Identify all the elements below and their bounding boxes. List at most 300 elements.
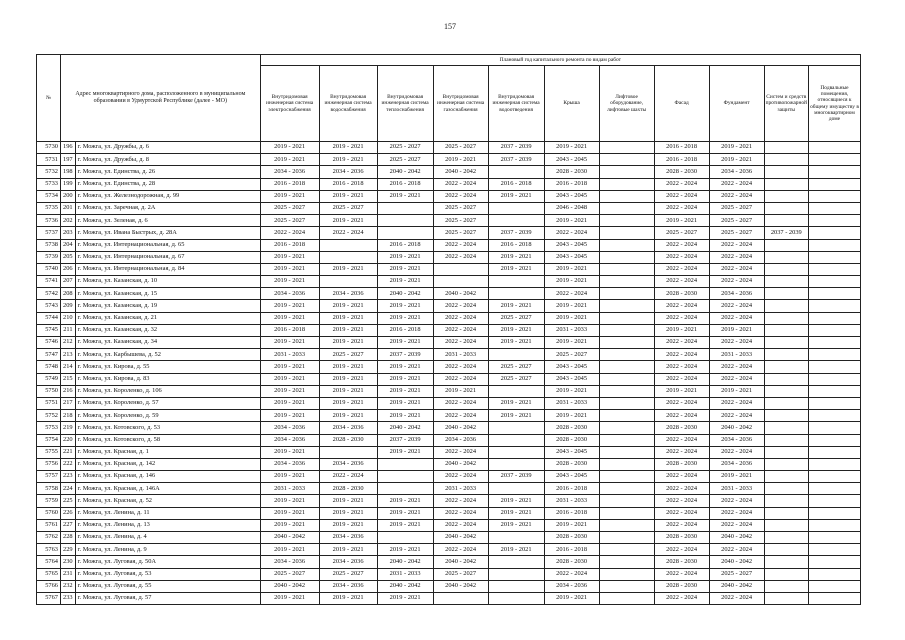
row-period-cell bbox=[599, 532, 654, 544]
row-period-cell: 2028 - 2030 bbox=[654, 532, 709, 544]
row-address: г. Можга, ул. Ленина, д. 11 bbox=[75, 507, 260, 519]
row-period-cell bbox=[764, 410, 808, 422]
table-row bbox=[37, 276, 861, 288]
table-row bbox=[37, 166, 861, 178]
row-period-cell: 2019 - 2021 bbox=[260, 397, 319, 409]
row-period-cell bbox=[764, 507, 808, 519]
row-period-cell bbox=[808, 166, 860, 178]
row-number: 5736 bbox=[37, 215, 61, 227]
row-period-cell bbox=[599, 324, 654, 336]
row-position: 206 bbox=[61, 263, 76, 275]
row-period-cell bbox=[377, 471, 433, 483]
row-period-cell: 2016 - 2018 bbox=[544, 507, 599, 519]
row-period-cell bbox=[599, 276, 654, 288]
row-period-cell: 2019 - 2021 bbox=[654, 215, 709, 227]
row-period-cell: 2025 - 2027 bbox=[433, 202, 488, 214]
row-period-cell: 2019 - 2021 bbox=[544, 410, 599, 422]
row-period-cell bbox=[599, 263, 654, 275]
row-period-cell: 2028 - 2030 bbox=[654, 288, 709, 300]
row-period-cell: 2019 - 2021 bbox=[488, 495, 544, 507]
row-period-cell: 2016 - 2018 bbox=[260, 324, 319, 336]
row-period-cell: 2019 - 2021 bbox=[377, 446, 433, 458]
row-period-cell bbox=[599, 373, 654, 385]
row-period-cell: 2025 - 2027 bbox=[319, 202, 377, 214]
row-period-cell bbox=[808, 239, 860, 251]
row-number: 5751 bbox=[37, 397, 61, 409]
row-number: 5743 bbox=[37, 300, 61, 312]
row-period-cell: 2034 - 2036 bbox=[319, 422, 377, 434]
table-row bbox=[37, 592, 861, 604]
row-period-cell: 2022 - 2024 bbox=[433, 397, 488, 409]
row-period-cell: 2034 - 2036 bbox=[260, 458, 319, 470]
row-period-cell: 2019 - 2021 bbox=[260, 190, 319, 202]
row-position: 198 bbox=[61, 166, 76, 178]
row-period-cell: 2025 - 2027 bbox=[377, 142, 433, 154]
row-position: 219 bbox=[61, 422, 76, 434]
row-number: 5757 bbox=[37, 471, 61, 483]
header-work-elevator: Лифтовое оборудование, лифтовые шахты bbox=[599, 66, 654, 142]
row-period-cell: 2019 - 2021 bbox=[260, 495, 319, 507]
row-position: 230 bbox=[61, 556, 76, 568]
row-period-cell: 2037 - 2039 bbox=[488, 227, 544, 239]
row-period-cell: 2019 - 2021 bbox=[319, 324, 377, 336]
row-number: 5738 bbox=[37, 239, 61, 251]
repair-schedule-table bbox=[36, 54, 861, 605]
table-row bbox=[37, 251, 861, 263]
row-address: г. Можга, ул. Ленина, д. 9 bbox=[75, 544, 260, 556]
row-position: 225 bbox=[61, 495, 76, 507]
row-period-cell: 2019 - 2021 bbox=[319, 215, 377, 227]
row-period-cell: 2016 - 2018 bbox=[377, 324, 433, 336]
row-period-cell: 2040 - 2042 bbox=[709, 422, 764, 434]
row-period-cell bbox=[488, 349, 544, 361]
row-period-cell: 2040 - 2042 bbox=[377, 556, 433, 568]
row-period-cell bbox=[599, 410, 654, 422]
table-row bbox=[37, 422, 861, 434]
row-period-cell: 2025 - 2027 bbox=[319, 568, 377, 580]
row-period-cell: 2040 - 2042 bbox=[433, 580, 488, 592]
table-row bbox=[37, 385, 861, 397]
row-address: г. Можга, ул. Зеленая, д. 6 bbox=[75, 215, 260, 227]
row-period-cell bbox=[488, 202, 544, 214]
row-period-cell bbox=[764, 361, 808, 373]
row-period-cell: 2040 - 2042 bbox=[433, 166, 488, 178]
row-period-cell: 2025 - 2027 bbox=[544, 349, 599, 361]
row-address: г. Можга, ул. Единства, д. 26 bbox=[75, 166, 260, 178]
table-row bbox=[37, 434, 861, 446]
header-work-facade: Фасад bbox=[654, 66, 709, 142]
row-period-cell bbox=[599, 202, 654, 214]
row-number: 5748 bbox=[37, 361, 61, 373]
row-period-cell: 2022 - 2024 bbox=[654, 446, 709, 458]
row-period-cell: 2019 - 2021 bbox=[544, 276, 599, 288]
row-period-cell bbox=[764, 178, 808, 190]
row-period-cell: 2016 - 2018 bbox=[654, 142, 709, 154]
row-period-cell bbox=[599, 580, 654, 592]
row-period-cell bbox=[488, 166, 544, 178]
row-position: 197 bbox=[61, 154, 76, 166]
row-period-cell: 2022 - 2024 bbox=[654, 410, 709, 422]
row-period-cell: 2019 - 2021 bbox=[260, 592, 319, 604]
row-number: 5740 bbox=[37, 263, 61, 275]
row-period-cell: 2019 - 2021 bbox=[319, 507, 377, 519]
row-period-cell: 2022 - 2024 bbox=[709, 592, 764, 604]
row-position: 211 bbox=[61, 324, 76, 336]
row-period-cell: 2034 - 2036 bbox=[260, 288, 319, 300]
row-period-cell bbox=[764, 202, 808, 214]
row-period-cell: 2019 - 2021 bbox=[319, 263, 377, 275]
row-period-cell bbox=[764, 324, 808, 336]
row-period-cell bbox=[599, 446, 654, 458]
row-period-cell bbox=[764, 190, 808, 202]
row-period-cell: 2019 - 2021 bbox=[319, 397, 377, 409]
table-row bbox=[37, 532, 861, 544]
row-period-cell: 2022 - 2024 bbox=[433, 471, 488, 483]
row-period-cell: 2019 - 2021 bbox=[260, 251, 319, 263]
row-period-cell: 2019 - 2021 bbox=[488, 251, 544, 263]
table-row bbox=[37, 337, 861, 349]
row-period-cell: 2022 - 2024 bbox=[433, 300, 488, 312]
row-period-cell bbox=[599, 458, 654, 470]
row-period-cell: 2019 - 2021 bbox=[319, 385, 377, 397]
row-period-cell: 2022 - 2024 bbox=[709, 446, 764, 458]
row-number: 5745 bbox=[37, 324, 61, 336]
row-period-cell bbox=[764, 592, 808, 604]
row-address: г. Можга, ул. Луговая, д. 53 bbox=[75, 568, 260, 580]
row-period-cell bbox=[764, 251, 808, 263]
row-position: 229 bbox=[61, 544, 76, 556]
row-period-cell bbox=[599, 178, 654, 190]
row-period-cell: 2028 - 2030 bbox=[654, 580, 709, 592]
row-period-cell: 2022 - 2024 bbox=[433, 410, 488, 422]
row-number: 5752 bbox=[37, 410, 61, 422]
row-period-cell bbox=[764, 483, 808, 495]
row-period-cell bbox=[808, 446, 860, 458]
row-period-cell: 2019 - 2021 bbox=[377, 373, 433, 385]
row-period-cell bbox=[764, 385, 808, 397]
row-period-cell: 2019 - 2021 bbox=[488, 190, 544, 202]
row-position: 227 bbox=[61, 519, 76, 531]
row-address: г. Можга, ул. Казанская, д. 19 bbox=[75, 300, 260, 312]
row-period-cell: 2019 - 2021 bbox=[377, 544, 433, 556]
table-row bbox=[37, 361, 861, 373]
row-period-cell bbox=[808, 507, 860, 519]
row-period-cell: 2022 - 2024 bbox=[433, 239, 488, 251]
header-planned-period: Плановый год капитального ремонта по видам работ bbox=[260, 55, 860, 66]
row-period-cell bbox=[764, 434, 808, 446]
row-period-cell: 2028 - 2030 bbox=[654, 166, 709, 178]
row-period-cell: 2019 - 2021 bbox=[319, 544, 377, 556]
row-period-cell: 2022 - 2024 bbox=[433, 190, 488, 202]
row-period-cell: 2025 - 2027 bbox=[319, 349, 377, 361]
row-period-cell bbox=[764, 300, 808, 312]
row-period-cell: 2022 - 2024 bbox=[709, 337, 764, 349]
row-position: 215 bbox=[61, 373, 76, 385]
row-period-cell bbox=[488, 532, 544, 544]
row-period-cell: 2019 - 2021 bbox=[377, 312, 433, 324]
row-period-cell: 2019 - 2021 bbox=[433, 154, 488, 166]
row-address: г. Можга, ул. Луговая, д. 57 bbox=[75, 592, 260, 604]
row-period-cell: 2040 - 2042 bbox=[433, 532, 488, 544]
row-number: 5765 bbox=[37, 568, 61, 580]
row-address: г. Можга, ул. Короленко, д. 57 bbox=[75, 397, 260, 409]
row-period-cell: 2022 - 2024 bbox=[709, 178, 764, 190]
row-period-cell: 2019 - 2021 bbox=[377, 337, 433, 349]
row-period-cell bbox=[764, 397, 808, 409]
row-address: г. Можга, ул. Дружбы, д. 8 bbox=[75, 154, 260, 166]
row-period-cell: 2040 - 2042 bbox=[433, 458, 488, 470]
table-row bbox=[37, 288, 861, 300]
row-period-cell bbox=[764, 532, 808, 544]
row-period-cell: 2037 - 2039 bbox=[377, 349, 433, 361]
table-row bbox=[37, 202, 861, 214]
row-period-cell: 2022 - 2024 bbox=[433, 178, 488, 190]
row-period-cell: 2019 - 2021 bbox=[319, 410, 377, 422]
table-row bbox=[37, 154, 861, 166]
row-period-cell: 2028 - 2030 bbox=[544, 532, 599, 544]
row-period-cell bbox=[808, 215, 860, 227]
row-address: г. Можга, ул. Котовского, д. 53 bbox=[75, 422, 260, 434]
row-period-cell: 2025 - 2027 bbox=[377, 154, 433, 166]
row-number: 5732 bbox=[37, 166, 61, 178]
row-address: г. Можга, ул. Заречная, д. 2А bbox=[75, 202, 260, 214]
row-address: г. Можга, ул. Казанская, д. 21 bbox=[75, 312, 260, 324]
row-period-cell: 2019 - 2021 bbox=[488, 519, 544, 531]
row-period-cell bbox=[764, 312, 808, 324]
row-period-cell: 2034 - 2036 bbox=[319, 580, 377, 592]
row-period-cell: 2040 - 2042 bbox=[377, 166, 433, 178]
row-period-cell: 2022 - 2024 bbox=[433, 324, 488, 336]
row-period-cell: 2022 - 2024 bbox=[654, 276, 709, 288]
row-period-cell: 2019 - 2021 bbox=[319, 495, 377, 507]
row-period-cell bbox=[599, 544, 654, 556]
row-number: 5744 bbox=[37, 312, 61, 324]
row-period-cell: 2019 - 2021 bbox=[260, 373, 319, 385]
table-row bbox=[37, 483, 861, 495]
row-period-cell bbox=[488, 215, 544, 227]
row-period-cell: 2019 - 2021 bbox=[260, 507, 319, 519]
row-period-cell bbox=[808, 471, 860, 483]
row-period-cell: 2019 - 2021 bbox=[260, 263, 319, 275]
row-period-cell: 2019 - 2021 bbox=[260, 410, 319, 422]
row-period-cell: 2034 - 2036 bbox=[260, 166, 319, 178]
row-period-cell: 2028 - 2030 bbox=[319, 483, 377, 495]
row-period-cell: 2022 - 2024 bbox=[544, 568, 599, 580]
row-period-cell bbox=[488, 592, 544, 604]
table-row bbox=[37, 544, 861, 556]
row-period-cell: 2025 - 2027 bbox=[433, 142, 488, 154]
row-period-cell: 2043 - 2045 bbox=[544, 251, 599, 263]
row-period-cell bbox=[764, 154, 808, 166]
row-period-cell: 2022 - 2024 bbox=[654, 178, 709, 190]
row-period-cell: 2037 - 2039 bbox=[488, 142, 544, 154]
row-number: 5759 bbox=[37, 495, 61, 507]
row-period-cell: 2022 - 2024 bbox=[319, 471, 377, 483]
row-period-cell: 2019 - 2021 bbox=[260, 300, 319, 312]
table-row bbox=[37, 312, 861, 324]
row-period-cell: 2022 - 2024 bbox=[433, 251, 488, 263]
header-address: Адрес многоквартирного дома, расположенного в муниципальном образовании в Удмуртской Республике (далее - МО) bbox=[61, 55, 261, 142]
row-period-cell: 2040 - 2042 bbox=[377, 288, 433, 300]
row-period-cell: 2019 - 2021 bbox=[260, 312, 319, 324]
row-period-cell: 2022 - 2024 bbox=[709, 507, 764, 519]
row-period-cell bbox=[808, 532, 860, 544]
row-period-cell: 2019 - 2021 bbox=[654, 324, 709, 336]
row-period-cell: 2031 - 2033 bbox=[709, 349, 764, 361]
row-period-cell: 2034 - 2036 bbox=[433, 434, 488, 446]
row-address: г. Можга, ул. Карбышева, д. 52 bbox=[75, 349, 260, 361]
row-period-cell: 2043 - 2045 bbox=[544, 361, 599, 373]
row-period-cell: 2022 - 2024 bbox=[709, 519, 764, 531]
row-period-cell: 2022 - 2024 bbox=[654, 251, 709, 263]
row-address: г. Можга, ул. Красная, д. 146 bbox=[75, 471, 260, 483]
row-period-cell: 2019 - 2021 bbox=[319, 337, 377, 349]
row-period-cell: 2019 - 2021 bbox=[377, 276, 433, 288]
row-period-cell: 2028 - 2030 bbox=[544, 556, 599, 568]
row-period-cell bbox=[764, 276, 808, 288]
row-address: г. Можга, ул. Кирова, д. 55 bbox=[75, 361, 260, 373]
row-period-cell: 2031 - 2033 bbox=[544, 397, 599, 409]
row-period-cell bbox=[599, 154, 654, 166]
row-period-cell: 2034 - 2036 bbox=[319, 166, 377, 178]
row-period-cell bbox=[808, 373, 860, 385]
row-period-cell: 2034 - 2036 bbox=[260, 434, 319, 446]
row-position: 233 bbox=[61, 592, 76, 604]
table-row bbox=[37, 324, 861, 336]
row-number: 5746 bbox=[37, 337, 61, 349]
row-period-cell: 2019 - 2021 bbox=[544, 592, 599, 604]
row-period-cell bbox=[808, 519, 860, 531]
row-period-cell: 2019 - 2021 bbox=[544, 263, 599, 275]
row-period-cell: 2022 - 2024 bbox=[654, 519, 709, 531]
row-period-cell bbox=[764, 544, 808, 556]
row-period-cell: 2016 - 2018 bbox=[544, 483, 599, 495]
row-period-cell: 2022 - 2024 bbox=[709, 190, 764, 202]
table-row bbox=[37, 446, 861, 458]
row-position: 204 bbox=[61, 239, 76, 251]
row-period-cell: 2022 - 2024 bbox=[654, 483, 709, 495]
table-row bbox=[37, 178, 861, 190]
row-period-cell bbox=[764, 373, 808, 385]
row-address: г. Можга, ул. Красная, д. 1 bbox=[75, 446, 260, 458]
row-period-cell bbox=[808, 312, 860, 324]
row-period-cell: 2022 - 2024 bbox=[654, 239, 709, 251]
row-position: 207 bbox=[61, 276, 76, 288]
row-period-cell bbox=[808, 422, 860, 434]
row-period-cell: 2028 - 2030 bbox=[319, 434, 377, 446]
header-work-gas: Внутридомовая инженерная система газоснабжения bbox=[433, 66, 488, 142]
row-period-cell: 2022 - 2024 bbox=[433, 361, 488, 373]
row-address: г. Можга, ул. Луговая, д. 50А bbox=[75, 556, 260, 568]
row-period-cell bbox=[599, 385, 654, 397]
header-work-roof: Крыша bbox=[544, 66, 599, 142]
row-position: 232 bbox=[61, 580, 76, 592]
row-period-cell: 2019 - 2021 bbox=[488, 324, 544, 336]
row-period-cell: 2040 - 2042 bbox=[260, 532, 319, 544]
row-period-cell: 2028 - 2030 bbox=[544, 166, 599, 178]
row-period-cell bbox=[488, 458, 544, 470]
row-address: г. Можга, ул. Ленина, д. 4 bbox=[75, 532, 260, 544]
row-period-cell: 2022 - 2024 bbox=[654, 568, 709, 580]
row-period-cell: 2022 - 2024 bbox=[654, 361, 709, 373]
row-period-cell bbox=[764, 337, 808, 349]
row-period-cell: 2019 - 2021 bbox=[488, 263, 544, 275]
row-period-cell bbox=[599, 349, 654, 361]
row-period-cell bbox=[764, 239, 808, 251]
row-period-cell: 2019 - 2021 bbox=[260, 471, 319, 483]
row-number: 5766 bbox=[37, 580, 61, 592]
row-period-cell: 2022 - 2024 bbox=[544, 288, 599, 300]
row-period-cell: 2019 - 2021 bbox=[319, 373, 377, 385]
row-number: 5733 bbox=[37, 178, 61, 190]
row-position: 218 bbox=[61, 410, 76, 422]
row-number: 5762 bbox=[37, 532, 61, 544]
row-period-cell bbox=[599, 142, 654, 154]
row-position: 231 bbox=[61, 568, 76, 580]
row-period-cell: 2043 - 2045 bbox=[544, 154, 599, 166]
row-period-cell bbox=[599, 422, 654, 434]
row-period-cell: 2016 - 2018 bbox=[377, 178, 433, 190]
row-period-cell: 2019 - 2021 bbox=[377, 190, 433, 202]
row-period-cell: 2019 - 2021 bbox=[654, 385, 709, 397]
row-period-cell: 2037 - 2039 bbox=[377, 434, 433, 446]
row-period-cell: 2034 - 2036 bbox=[709, 288, 764, 300]
row-period-cell bbox=[808, 568, 860, 580]
row-period-cell: 2025 - 2027 bbox=[709, 215, 764, 227]
row-period-cell bbox=[808, 397, 860, 409]
row-period-cell bbox=[488, 422, 544, 434]
row-period-cell: 2019 - 2021 bbox=[544, 519, 599, 531]
row-period-cell bbox=[599, 300, 654, 312]
row-period-cell: 2028 - 2030 bbox=[544, 458, 599, 470]
row-period-cell bbox=[808, 202, 860, 214]
row-number: 5761 bbox=[37, 519, 61, 531]
row-period-cell: 2019 - 2021 bbox=[709, 324, 764, 336]
row-address: г. Можга, ул. Казанская, д. 15 bbox=[75, 288, 260, 300]
row-address: г. Можга, ул. Железнодорожная, д. 99 bbox=[75, 190, 260, 202]
row-period-cell: 2019 - 2021 bbox=[377, 263, 433, 275]
table-body bbox=[37, 142, 861, 605]
row-period-cell: 2019 - 2021 bbox=[709, 471, 764, 483]
row-position: 221 bbox=[61, 446, 76, 458]
row-period-cell: 2022 - 2024 bbox=[709, 300, 764, 312]
row-period-cell bbox=[377, 227, 433, 239]
row-period-cell: 2019 - 2021 bbox=[319, 312, 377, 324]
row-period-cell: 2019 - 2021 bbox=[319, 142, 377, 154]
row-period-cell: 2022 - 2024 bbox=[654, 337, 709, 349]
row-period-cell: 2019 - 2021 bbox=[544, 337, 599, 349]
row-position: 213 bbox=[61, 349, 76, 361]
row-period-cell: 2046 - 2048 bbox=[544, 202, 599, 214]
row-position: 202 bbox=[61, 215, 76, 227]
row-period-cell: 2040 - 2042 bbox=[433, 556, 488, 568]
row-period-cell: 2019 - 2021 bbox=[488, 300, 544, 312]
row-period-cell bbox=[764, 458, 808, 470]
row-position: 226 bbox=[61, 507, 76, 519]
row-period-cell bbox=[488, 568, 544, 580]
row-period-cell bbox=[808, 190, 860, 202]
table-row bbox=[37, 507, 861, 519]
row-period-cell: 2040 - 2042 bbox=[709, 532, 764, 544]
row-position: 228 bbox=[61, 532, 76, 544]
row-number: 5742 bbox=[37, 288, 61, 300]
row-period-cell: 2043 - 2045 bbox=[544, 471, 599, 483]
row-number: 5755 bbox=[37, 446, 61, 458]
row-period-cell: 2022 - 2024 bbox=[709, 263, 764, 275]
row-period-cell bbox=[319, 446, 377, 458]
table-row bbox=[37, 458, 861, 470]
row-period-cell: 2022 - 2024 bbox=[433, 495, 488, 507]
